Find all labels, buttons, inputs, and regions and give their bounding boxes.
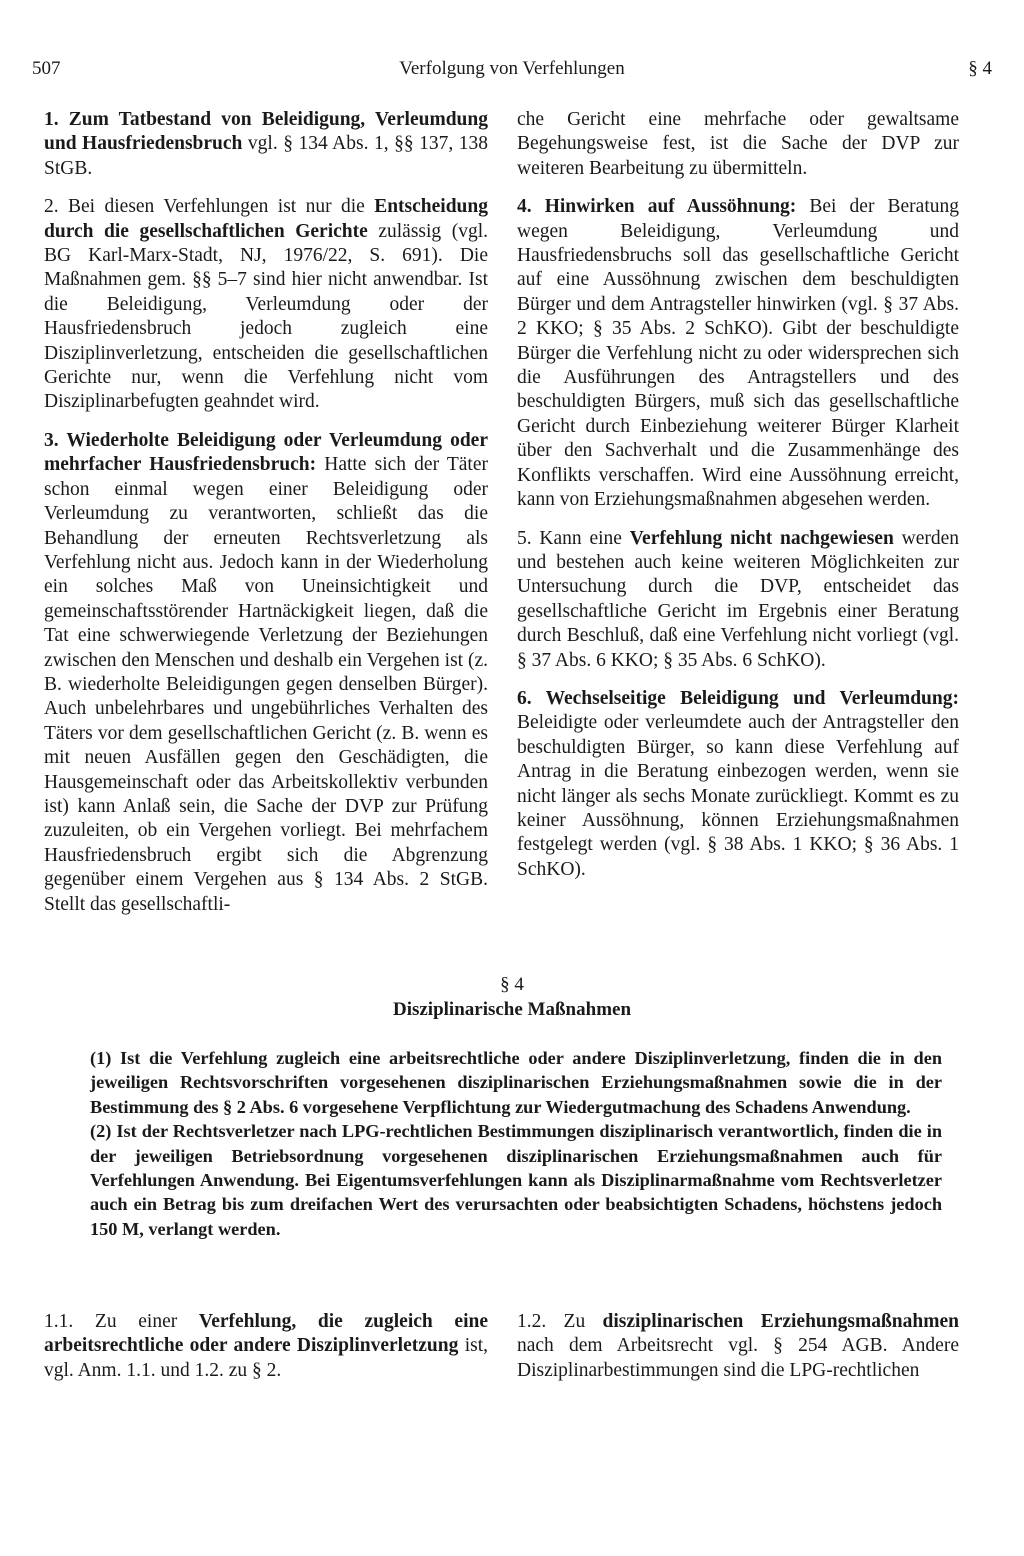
annotation-2-pre: 2. Bei diesen Verfehlungen ist nur die xyxy=(44,196,375,218)
annotation-3-bold: 3. Wiederholte Beleidigung oder Verleumdung oder mehrfacher Hausfriedensbruch: xyxy=(44,429,488,476)
page-number: 507 xyxy=(32,58,61,79)
right-column xyxy=(517,108,959,896)
annotation-1-2-text: nach dem Arbeitsrecht vgl. § 254 AGB. Andere Disziplinarbestimmungen sind die LPG-rechtlichen xyxy=(517,1335,959,1381)
running-header xyxy=(32,58,992,86)
annotation-3 xyxy=(44,429,488,917)
annotation-4-text: Bei der Beratung wegen Beleidigung, Verleumdung und Hausfriedensbruchs soll das gesellschaftliche Gericht auf eine Aussöhnung zwischen dem beschuldigten Bürger und dem Antragsteller hinwirken (vgl. § 37 Abs. 2 KKO; § 35 Abs. 2 SchKO). Gibt der beschuldigte Bürger die Verfehlung nicht zu oder widersprechen sich die Ausführungen des Antragstellers und des beschuldigten Bürgers, muß sich das gesellschaftliche Gericht durch Einbeziehung weiterer Bürger Klarheit über den Sachverhalt und die Zusammenhänge des Konflikts verschaffen. Wird eine Aussöhnung erreicht, kann von Erziehungsmaßnahmen abgesehen werden. xyxy=(517,196,959,511)
annotation-5-text: werden und bestehen auch keine weiteren Möglichkeiten zur Untersuchung durch die DVP, entscheidet das gesellschaftliche Gericht im Ergebnis einer Beratung durch Beschluß, daß eine Verfehlung nicht vorliegt (vgl. § 37 Abs. 6 KKO; § 35 Abs. 6 SchKO). xyxy=(517,527,959,671)
annotation-1-2-bold: disziplinarischen Erziehungsmaßnahmen xyxy=(602,1311,959,1332)
annotation-4 xyxy=(517,195,959,512)
annotation-3-text: Hatte sich der Täter schon einmal wegen einer Beleidigung oder Verleumdung zu verantworten, schließt das die Behandlung der erneuten Rechtsverletzung als Verfehlung nicht aus. Jedoch kann in der Wiederholung ein solches Maß von Uneinsichtigkeit und gemeinschaftsstörender Hartnäckigkeit liegen, daß die Tat eine schwerwiegende Verletzung der Beziehungen zwischen den Menschen und deshalb ein Vergehen ist (z. B. wiederholte Beleidigungen gegen denselben Bürger). Auch unbelehrbares und ungebührliches Verhalten des Täters vor dem gesellschaftlichen Gericht (z. B. wenn es mit neuen Ausfällen gegen den Geschädigten, die Hausgemeinschaft oder das Arbeitskollektiv verbunden ist) kann Anlaß sein, die Sache der DVP zur Prüfung zuzuleiten, ob ein Vergehen vorliegt. Bei mehrfachem Hausfriedensbruch ergibt sich die Abgrenzung gegenüber einem Vergehen aus § 134 Abs. 2 StGB. Stellt das gesellschaftli- xyxy=(44,454,488,915)
annotation-5 xyxy=(517,527,959,673)
annotation-1 xyxy=(44,108,488,181)
annotation-1-2-pre: 1.2. Zu xyxy=(517,1311,603,1332)
annotation-4-bold: 4. Hinwirken auf Aussöhnung: xyxy=(517,196,797,218)
annotation-1-2 xyxy=(517,1310,959,1383)
annotation-1-1-pre: 1.1. Zu einer xyxy=(44,1311,199,1332)
left-column xyxy=(44,108,488,931)
statute-text xyxy=(90,1046,942,1241)
annotation-2-bold: Entscheidung durch die gesellschaftlichen Gerichte xyxy=(44,196,488,242)
annotation-3-continued xyxy=(517,108,959,181)
annotation-5-bold: Verfehlung nicht nachgewiesen xyxy=(629,527,894,549)
section-marker: § 4 xyxy=(968,58,992,79)
annotation-1-text: vgl. § 134 Abs. 1, §§ 137, 138 StGB. xyxy=(44,133,489,179)
annotation-6-bold: 6. Wechselseitige Beleidigung und Verleumdung: xyxy=(517,687,959,709)
running-title: Verfolgung von Verfehlungen xyxy=(399,58,625,79)
annotation-1-1-text: ist, vgl. Anm. 1.1. und 1.2. zu § 2. xyxy=(44,1335,488,1381)
annotation-1-1-bold: Verfehlung, die zugleich eine arbeitsrechtliche oder andere Disziplinverletzung xyxy=(44,1311,488,1357)
statute-paragraph-2: (2) Ist der Rechtsverletzer nach LPG-rechtlichen Bestimmungen disziplinarisch verantwortlich, finden die in der jeweiligen Betriebsordnung vorgesehenen disziplinarischen Erziehungsmaßnahmen auch für Verfehlungen Anwendung. Bei Eigentumsverfehlungen kann als Disziplinarmaßnahme vom Rechtsverletzer auch ein Betrag bis zum dreifachen Wert des verursachten oder beabsichtigten Schadens, höchstens jedoch 150 M, verlangt werden. xyxy=(90,1121,942,1239)
annotation-1-bold: 1. Zum Tatbestand von Beleidigung, Verleumdung und Hausfriedensbruch xyxy=(44,109,488,155)
annotation-6 xyxy=(517,687,959,882)
section-symbol: § 4 xyxy=(500,974,524,995)
annotation-1-1 xyxy=(44,1310,488,1383)
annotation-2-text: zulässig (vgl. BG Karl-Marx-Stadt, NJ, 1976/22, S. 691). Die Maßnahmen gem. §§ 5–7 sind hier nicht anwendbar. Ist die Beleidigung, Verleumdung oder der Hausfriedensbruch jedoch zugleich eine Disziplinverletzung, entscheiden die gesellschaftlichen Gerichte nur, wenn die Verfehlung nicht vom Disziplinarbefugten geahndet wird. xyxy=(44,220,489,413)
annotation-2 xyxy=(44,195,488,415)
statute-paragraph-1: (1) Ist die Verfehlung zugleich eine arbeitsrechtliche oder andere Disziplinverletzung, finden die in den jeweiligen Rechtsvorschriften vorgesehenen disziplinarischen Erziehungsmaßnahmen sowie die in der Bestimmung des § 2 Abs. 6 vorgesehene Verpflichtung zur Wiedergutmachung des Schadens Anwendung. xyxy=(90,1048,942,1117)
section-title: Disziplinarische Maßnahmen xyxy=(392,999,632,1020)
bottom-right-column xyxy=(517,1310,959,1397)
annotation-5-pre: 5. Kann eine xyxy=(517,527,630,549)
section-heading xyxy=(0,972,1024,1022)
annotation-6-text: Beleidigte oder verleumdete auch der Antragsteller den beschuldigten Bürger, so kann diese Verfehlung auf Antrag in die Beratung einbezogen werden, wenn sie nicht länger als sechs Monate zurückliegt. Kommt es zu keiner Aussöhnung, können Erziehungsmaßnahmen festgelegt werden (vgl. § 38 Abs. 1 KKO; § 36 Abs. 1 SchKO). xyxy=(517,712,959,880)
bottom-left-column xyxy=(44,1310,488,1397)
annotation-3-cont-text: che Gericht eine mehrfache oder gewaltsame Begehungsweise fest, ist die Sache der DVP zur weiteren Bearbeitung zu übermitteln. xyxy=(517,109,959,179)
